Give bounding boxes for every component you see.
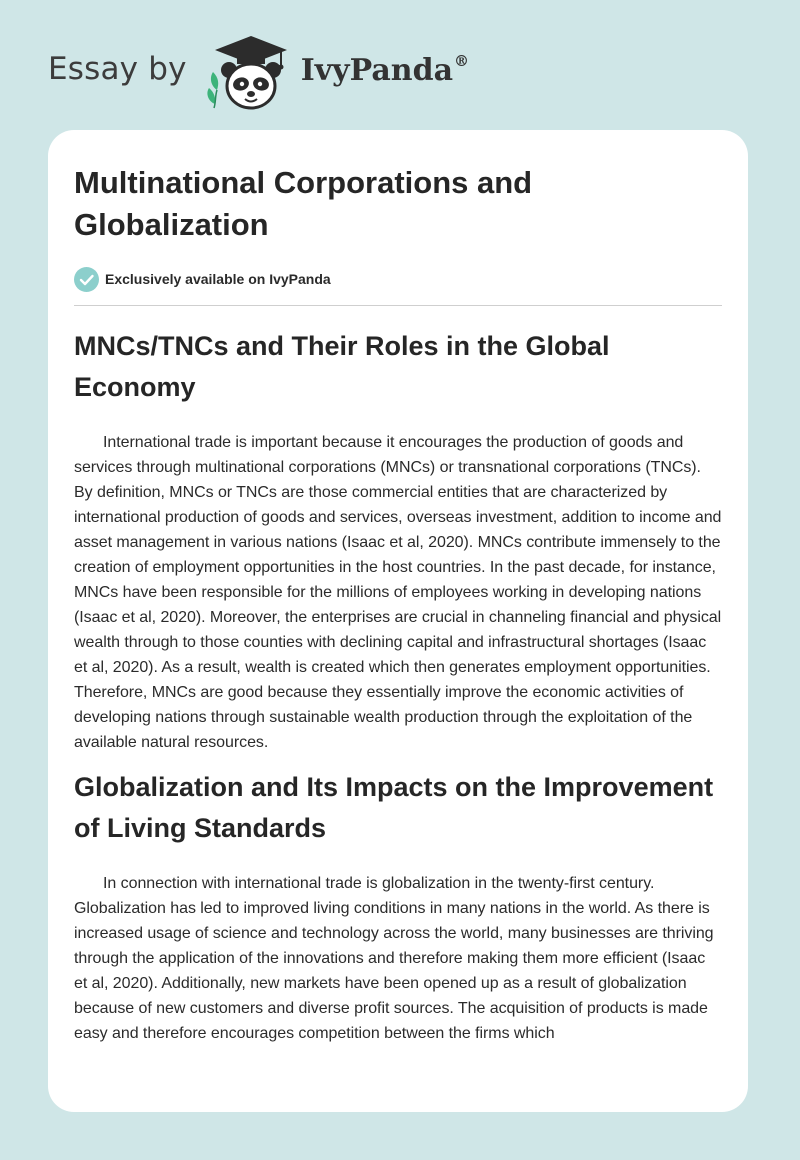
brand-prefix: Essay by xyxy=(48,51,187,87)
check-circle-icon xyxy=(74,267,99,292)
brand-name[interactable] xyxy=(301,52,469,88)
exclusive-badge xyxy=(74,265,722,293)
section-globalization-impacts xyxy=(74,767,722,1046)
site-header xyxy=(48,32,469,112)
divider xyxy=(74,305,722,306)
section-paragraph: International trade is important because it encourages the production of goods and services through multinational corporations (MNCs) or transnational corporations (TNCs). By definition, MNCs or TNCs are those commercial entities that are characterized by international production of goods and services, overseas investment, addition to income and asset management in various nations (Isaac et al, 2020). MNCs contribute immensely to the creation of employment opportunities in the host countries. In the past decade, for instance, MNCs have been responsible for the millions of employees working in developing nations (Isaac et al, 2020). Moreover, the enterprises are crucial in channeling financial and physical wealth through to those counties with declining capital and infrastructural shortages (Isaac et al, 2020). As a result, wealth is created which then generates employment opportunities. Therefore, MNCs are good because they essentially improve the economic activities of developing nations through sustainable wealth production through the exploitation of the available natural resources. xyxy=(74,434,722,751)
section-mncs-roles xyxy=(74,326,722,755)
page-title: Multinational Corporations and Globalization xyxy=(74,165,533,242)
exclusive-label: Exclusively available on IvyPanda xyxy=(105,271,331,287)
section-paragraph: In connection with international trade is globalization in the twenty-first century. Globalization has led to improved living conditions in many nations in the world. As there is increased usage of science and technology across the world, many businesses are thriving through the application of the innovations and therefore making them more efficient (Isaac et al, 2020). Additionally, new markets have been opened up as a result of globalization because of new customers and diverse profit sources. The acquisition of products is made easy and therefore encourages competition between the firms which xyxy=(74,875,714,1042)
section-heading: Globalization and Its Impacts on the Improvement of Living Standards xyxy=(74,772,714,843)
essay-card xyxy=(48,130,748,1112)
section-heading: MNCs/TNCs and Their Roles in the Global Economy xyxy=(74,331,610,402)
brand-name-text: IvyPanda xyxy=(300,53,454,88)
registered-mark: ® xyxy=(454,52,470,70)
panda-logo-icon[interactable] xyxy=(201,32,297,112)
